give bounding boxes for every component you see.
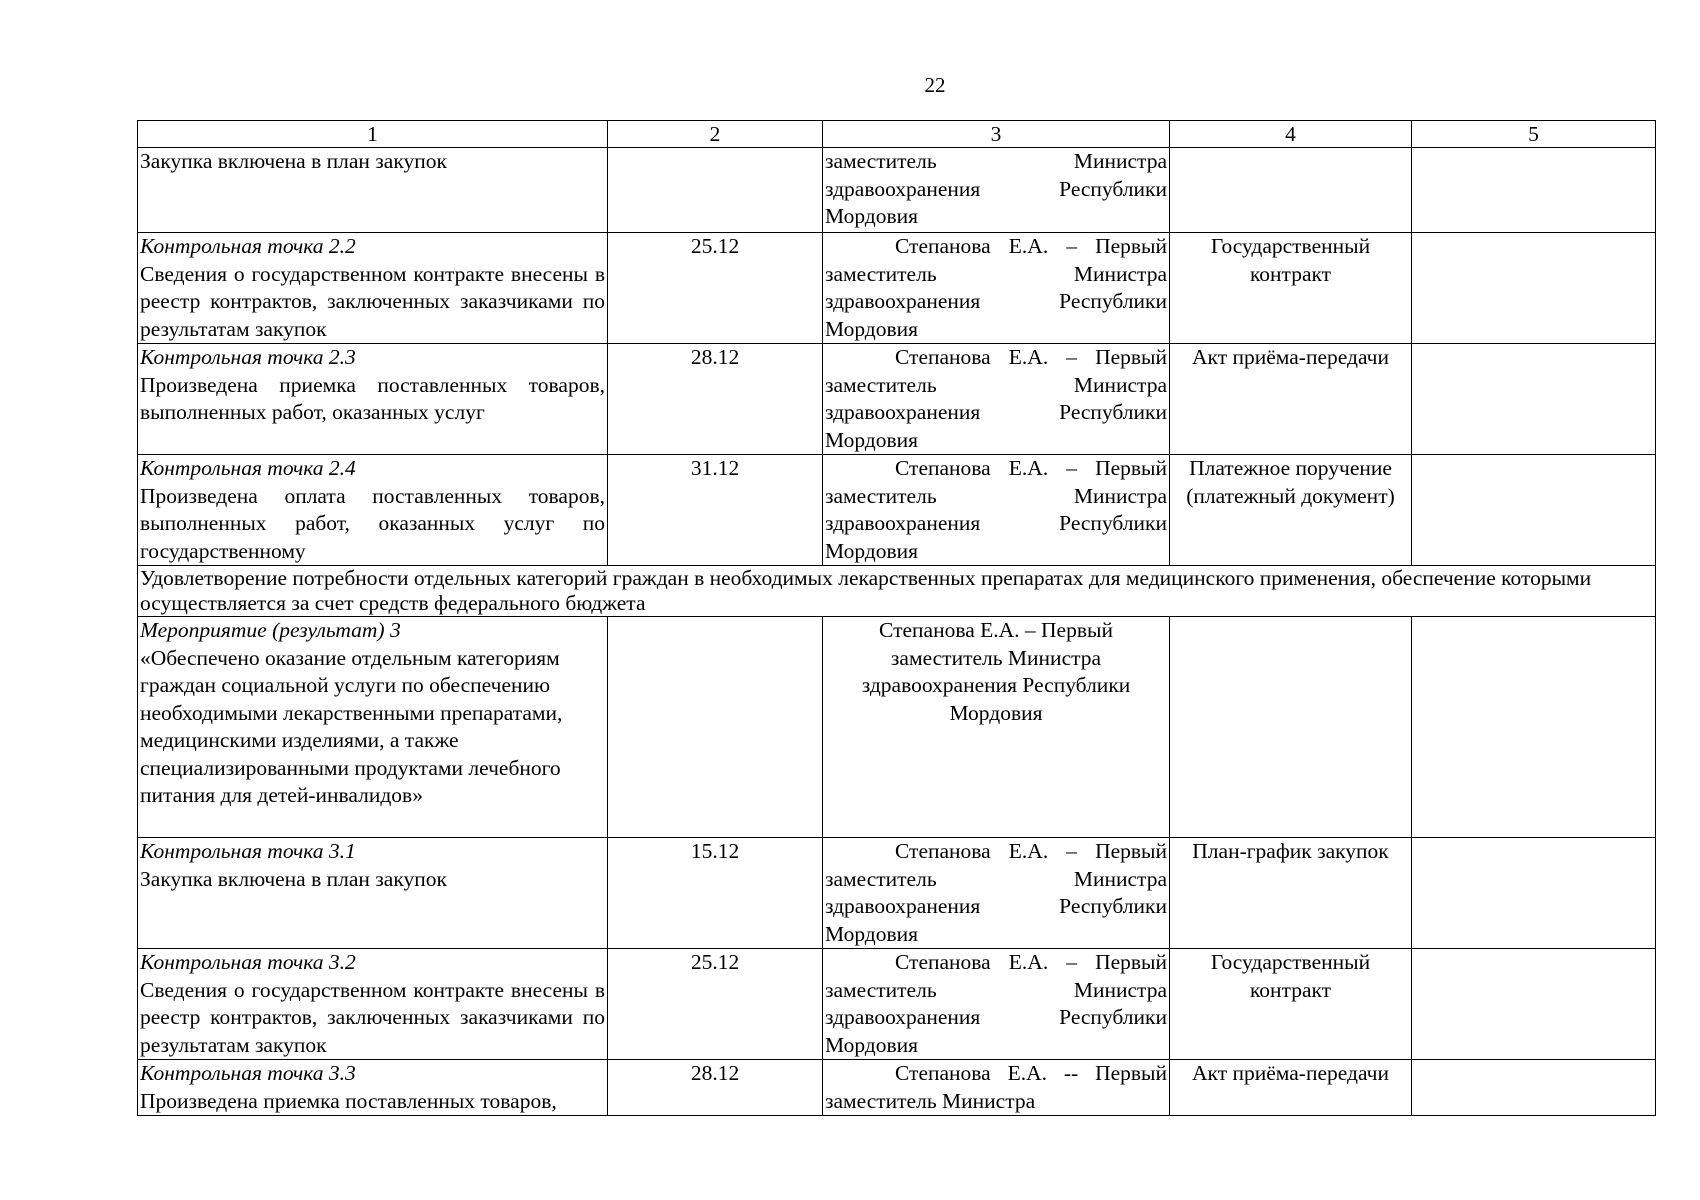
row-title: Контрольная точка 2.3: [140, 345, 356, 369]
event-text: «Обеспечено оказание отдельным категориям граждан социальной услуги по обеспечению необходимыми лекарственными препаратами, медицинскими изделиями, а также специализированными продуктами лечебного питания для детей-инвалидов»: [140, 645, 563, 807]
row-document: Акт приёма-передачи: [1170, 344, 1412, 455]
table-row: [138, 949, 1656, 1060]
plan-table: [137, 120, 1656, 1116]
row-document: Государственный контракт: [1170, 233, 1412, 344]
row-description: [138, 949, 608, 1060]
row-document: [1170, 148, 1412, 233]
row-col-5: [1412, 1060, 1656, 1116]
row-text: Произведена приемка поставленных товаров, выполненных работ, оказанных услуг: [140, 372, 605, 424]
section-heading-row: [138, 566, 1656, 617]
table-row: [138, 617, 1656, 838]
event-description: [138, 617, 608, 838]
row-description: [138, 455, 608, 566]
row-description: [138, 233, 608, 344]
row-title: Контрольная точка 3.1: [140, 839, 356, 863]
row-text: Сведения о государственном контракте внесены в реестр контрактов, заключенных заказчиками по результатам закупок: [140, 261, 605, 341]
event-responsible: Степанова Е.А. – Первый заместитель Министра здравоохранения Республики Мордовия: [823, 617, 1170, 838]
row-text: Произведена оплата поставленных товаров, выполненных работ, оказанных услуг по государственному: [140, 483, 605, 563]
section-heading: Удовлетворение потребности отдельных категорий граждан в необходимых лекарственных препаратах для медицинского применения, обеспечение которыми осуществляется за счет средств федерального бюджета: [138, 566, 1656, 617]
row-title: Контрольная точка 3.3: [140, 1061, 356, 1085]
row-col-5: [1412, 344, 1656, 455]
table-row: [138, 838, 1656, 949]
row-date: 28.12: [608, 344, 823, 455]
row-responsible: Степанова Е.А. – Первый заместитель Министра здравоохранения Республики Мордовия: [823, 344, 1170, 455]
row-document: Акт приёма-передачи: [1170, 1060, 1412, 1116]
row-document: Государственный контракт: [1170, 949, 1412, 1060]
row-responsible: Степанова Е.А. – Первый заместитель Министра здравоохранения Республики Мордовия: [823, 455, 1170, 566]
row-text: Закупка включена в план закупок: [140, 866, 447, 891]
row-date: 25.12: [608, 949, 823, 1060]
row-responsible: Степанова Е.А. – Первый заместитель Министра здравоохранения Республики Мордовия: [823, 233, 1170, 344]
row-document: Платежное поручение (платежный документ): [1170, 455, 1412, 566]
row-responsible: Степанова Е.А. -- Первый заместитель Министра: [823, 1060, 1170, 1116]
table-header-row: [138, 121, 1656, 148]
row-text: Произведена приемка поставленных товаров,: [140, 1088, 557, 1113]
event-title: Мероприятие (результат) 3: [140, 618, 401, 642]
row-date: 25.12: [608, 233, 823, 344]
row-description: [138, 344, 608, 455]
row-col-5: [1412, 838, 1656, 949]
row-date: 15.12: [608, 838, 823, 949]
row-date: [608, 148, 823, 233]
row-description: [138, 838, 608, 949]
row-responsible: Степанова Е.А. – Первый заместитель Министра здравоохранения Республики Мордовия: [823, 838, 1170, 949]
event-col-5: [1412, 617, 1656, 838]
row-text: Сведения о государственном контракте внесены в реестр контрактов, заключенных заказчиками по результатам закупок: [140, 977, 605, 1057]
row-col-5: [1412, 949, 1656, 1060]
header-col-1: 1: [138, 121, 608, 148]
row-title: Контрольная точка 2.4: [140, 456, 356, 480]
table-row: [138, 455, 1656, 566]
row-responsible: заместитель Министра здравоохранения Республики Мордовия: [823, 148, 1170, 233]
header-col-2: 2: [608, 121, 823, 148]
row-title: Контрольная точка 2.2: [140, 234, 356, 258]
header-col-3: 3: [823, 121, 1170, 148]
row-description: [138, 148, 608, 233]
header-col-4: 4: [1170, 121, 1412, 148]
row-document: План-график закупок: [1170, 838, 1412, 949]
row-text: Закупка включена в план закупок: [140, 149, 447, 173]
row-description: [138, 1060, 608, 1116]
row-col-5: [1412, 148, 1656, 233]
page-number: 22: [924, 73, 946, 97]
row-col-5: [1412, 455, 1656, 566]
table-row: [138, 344, 1656, 455]
row-title: Контрольная точка 3.2: [140, 950, 356, 974]
row-date: 31.12: [608, 455, 823, 566]
row-date: 28.12: [608, 1060, 823, 1116]
event-document: [1170, 617, 1412, 838]
row-responsible: Степанова Е.А. – Первый заместитель Министра здравоохранения Республики Мордовия: [823, 949, 1170, 1060]
table-row: [138, 1060, 1656, 1116]
table-row: [138, 148, 1656, 233]
event-date: [608, 617, 823, 838]
row-col-5: [1412, 233, 1656, 344]
header-col-5: 5: [1412, 121, 1656, 148]
table-row: [138, 233, 1656, 344]
